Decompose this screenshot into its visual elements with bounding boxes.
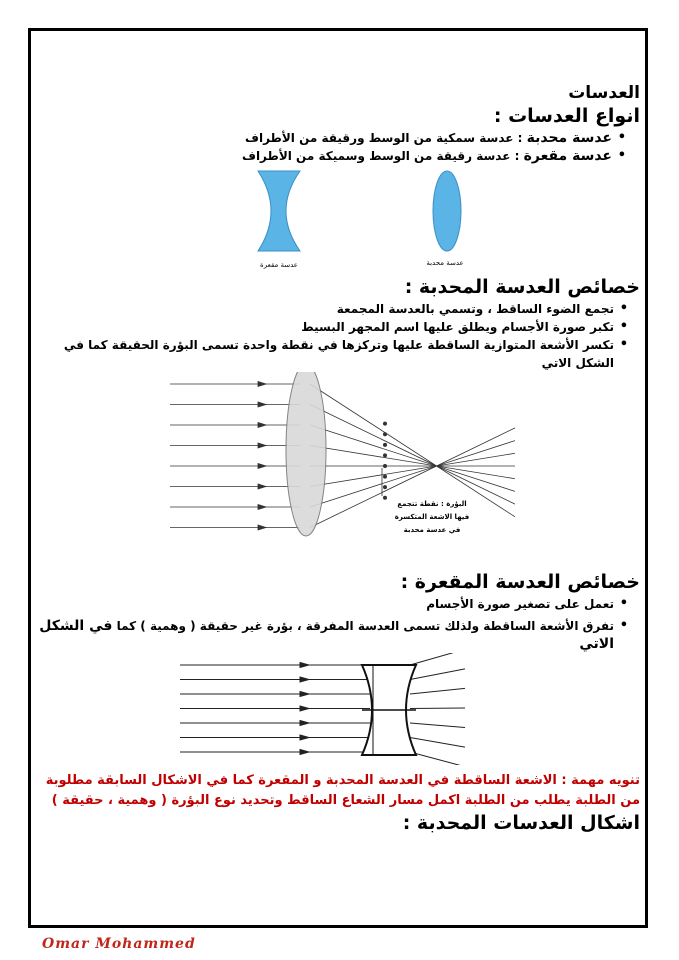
signature: Omar Mohammed xyxy=(42,936,196,952)
arrow-icon xyxy=(383,433,386,436)
important-note: تنويه مهمة : الاشعة الساقطة في العدسة المحدبة و المقعرة كما في الاشكال السابقة مطلوبة من الطلبة يطلب من الطلبة اكمل مسار الشعاع الساقط وتحديد نوع البؤرة ( وهمية ، حقيقة ) xyxy=(45,773,640,808)
convex-heading: خصائص العدسة المحدبة : xyxy=(404,276,640,298)
ray xyxy=(310,405,515,505)
arrow-icon xyxy=(383,422,386,425)
arrow-icon xyxy=(383,464,386,467)
concave-ray-diagram xyxy=(180,653,465,765)
convex-ray-figure xyxy=(36,372,640,544)
convex-item: • تكسر الأشعة المتوازية الساقطة عليها وتركزها في نقطة واحدة تسمى البؤرة الحقيقة كما في الشكل الاتي xyxy=(36,336,628,372)
arrow-icon xyxy=(383,443,386,446)
types-heading: انواع العدسات : xyxy=(493,105,640,127)
concave-heading: خصائص العدسة المقعرة : xyxy=(400,571,640,593)
focus-label-line: في عدسة محدبة xyxy=(403,526,461,534)
concave-caption: عدسة مقعرة xyxy=(260,261,298,269)
arrow-icon xyxy=(300,721,309,726)
ray xyxy=(410,752,465,765)
arrow-icon xyxy=(258,484,266,489)
page-title: العدسات xyxy=(568,83,640,103)
arrow-icon xyxy=(383,486,386,489)
arrow-icon xyxy=(300,750,309,755)
ray xyxy=(410,669,465,680)
lens-shapes-figure xyxy=(36,165,640,275)
arrow-icon xyxy=(383,496,386,499)
arrow-icon xyxy=(300,692,309,697)
arrow-icon xyxy=(383,454,386,457)
type-convex xyxy=(36,129,626,147)
convex-lens xyxy=(286,372,326,536)
desc: : عدسة رقيقة من الوسط وسميكة من الأطراف xyxy=(242,149,524,163)
arrow-icon xyxy=(258,505,266,510)
arrow-icon xyxy=(258,464,266,469)
ray xyxy=(410,653,465,665)
focus-label-line: البؤرة : نقطة تتجمع xyxy=(397,500,467,508)
text: في الشكل الاتي xyxy=(39,618,614,652)
arrow-icon xyxy=(383,475,386,478)
desc: : عدسة سمكية من الوسط ورقيقة من الأطراف xyxy=(245,131,527,145)
ray xyxy=(410,688,465,694)
arrow-icon xyxy=(258,423,266,428)
concave-ray-figure xyxy=(36,653,640,765)
arrow-icon xyxy=(300,735,309,740)
arrow-icon xyxy=(300,677,309,682)
term: عدسة مقعرة xyxy=(523,148,612,164)
page-content xyxy=(36,82,640,836)
term: عدسة محدبة xyxy=(526,130,612,146)
arrow-icon xyxy=(258,525,266,530)
ray xyxy=(410,723,465,728)
arrow-icon xyxy=(258,402,266,407)
text: تفرق الأشعة الساقطة ولذلك تسمى العدسة المفرقة ، بؤرة غير حقيقة ( وهمية ) كما xyxy=(116,619,614,633)
type-concave xyxy=(36,147,626,165)
concave-lens-icon xyxy=(258,171,300,251)
concave-item xyxy=(36,617,628,653)
convex-item: • تكبر صورة الأجسام ويطلق عليها اسم المجهر البسيط xyxy=(36,318,628,336)
arrow-icon xyxy=(300,663,309,668)
concave-item: • تعمل على تصغير صورة الأجسام xyxy=(36,595,628,613)
focus-label-line: فيها الاشعة المتكسرة xyxy=(394,513,470,521)
arrow-icon xyxy=(300,706,309,711)
ray xyxy=(410,738,465,748)
arrow-icon xyxy=(258,443,266,448)
ray xyxy=(410,708,465,709)
convex-item: • تجمع الضوء الساقط ، وتسمي بالعدسة المجمعة xyxy=(36,300,628,318)
arrow-icon xyxy=(258,382,266,387)
shapes-heading: اشكال العدسات المحدبة : xyxy=(402,812,640,834)
convex-lens-icon xyxy=(433,171,461,251)
convex-caption: عدسة محدبة xyxy=(426,259,464,267)
